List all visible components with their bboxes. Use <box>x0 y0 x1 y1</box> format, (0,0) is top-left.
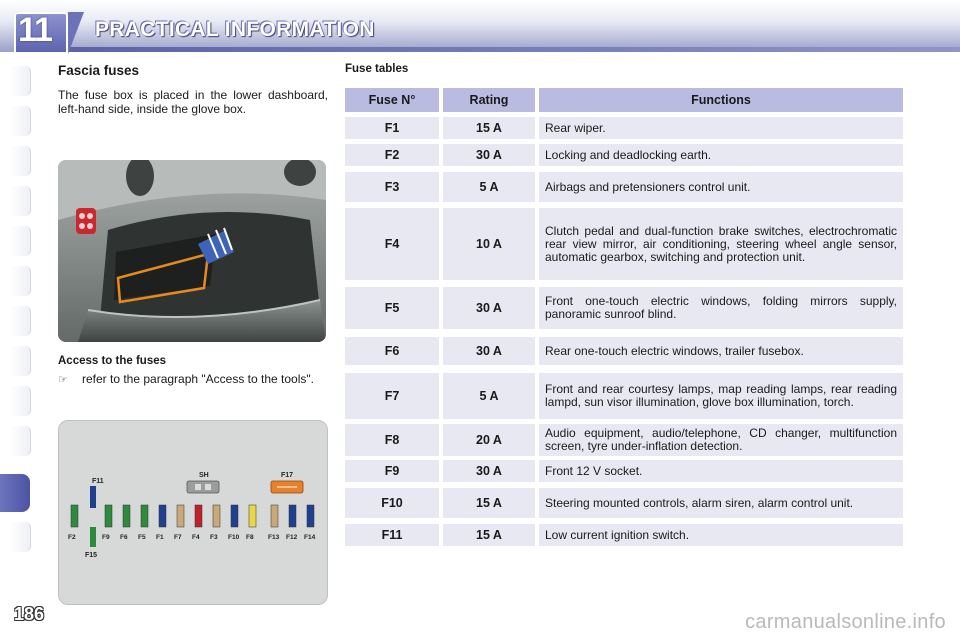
fuse-label: SH <box>199 472 209 479</box>
fuse <box>159 505 166 527</box>
fuse-label: F5 <box>138 534 146 541</box>
fuse-function-cell <box>539 373 903 419</box>
fuse-number-cell: F10 <box>345 488 439 518</box>
fuse <box>141 505 148 527</box>
page-title: PRACTICAL INFORMATION <box>95 18 375 41</box>
fuse-rating-cell: 30 A <box>443 287 535 329</box>
fuse <box>271 505 278 527</box>
chapter-tab[interactable] <box>10 522 31 552</box>
chapter-tab[interactable] <box>10 186 31 216</box>
intro-paragraph: The fuse box is placed in the lower dashboard, left-hand side, inside the glove box. <box>58 88 328 116</box>
chapter-tab[interactable] <box>10 226 31 256</box>
fuse-box-layout <box>59 421 327 604</box>
fuse-function-cell <box>539 117 903 139</box>
chapter-tab[interactable] <box>10 306 31 336</box>
fuse-number-cell: F1 <box>345 117 439 139</box>
fuse-label: F4 <box>192 534 200 541</box>
fuse-label: F12 <box>286 534 298 541</box>
fuse-function-cell <box>539 144 903 166</box>
fuse-rating-cell: 15 A <box>443 524 535 546</box>
fuse-label: F1 <box>156 534 164 541</box>
fuse-label: F7 <box>174 534 182 541</box>
fuse-function-cell <box>539 172 903 202</box>
fuse <box>90 486 96 508</box>
fuse-number-cell: F6 <box>345 337 439 365</box>
chapter-tab[interactable] <box>10 146 31 176</box>
fuse-rating-cell: 20 A <box>443 424 535 456</box>
chapter-tab-active[interactable] <box>0 474 30 512</box>
fuse-number-cell: F3 <box>345 172 439 202</box>
fuse-function-cell <box>539 208 903 280</box>
watermark: carmanualsonline.info <box>745 611 946 633</box>
fuse-table-title: Fuse tables <box>345 63 409 75</box>
pointer-icon: ☞ <box>58 374 68 386</box>
function-text: Audio equipment, audio/telephone, CD changer, multifunction screen, tyre under-inflation detection. <box>545 426 897 453</box>
chapter-tab[interactable] <box>10 266 31 296</box>
fuse-function-cell <box>539 460 903 482</box>
column-header-fuse: Fuse N° <box>345 88 439 112</box>
fuse <box>249 505 256 527</box>
fuse-number-cell: F5 <box>345 287 439 329</box>
fuse-rating-cell: 15 A <box>443 488 535 518</box>
glove-box-illustration <box>58 160 326 342</box>
chapter-tab-rail <box>0 66 30 576</box>
chapter-tab[interactable] <box>10 386 31 416</box>
fuse-number-cell: F4 <box>345 208 439 280</box>
fuse-rating-cell: 10 A <box>443 208 535 280</box>
function-text: Low current ignition switch. <box>545 527 690 542</box>
fuse-rating-cell: 30 A <box>443 460 535 482</box>
fuse-label: F13 <box>268 534 280 541</box>
page-number: 186 <box>14 604 45 624</box>
fuse-label: F11 <box>92 478 104 485</box>
fuse-rating-cell: 5 A <box>443 172 535 202</box>
access-instruction <box>58 372 328 387</box>
fuse-function-cell <box>539 524 903 546</box>
function-text: Rear one-touch electric windows, trailer fusebox. <box>545 343 804 358</box>
column-header-functions: Functions <box>539 88 903 112</box>
fuse <box>307 505 314 527</box>
function-text: Steering mounted controls, alarm siren, alarm control unit. <box>545 495 854 510</box>
fuse-label: F6 <box>120 534 128 541</box>
fuse-rating-cell: 30 A <box>443 337 535 365</box>
fuse <box>195 505 202 527</box>
fuse-label: F15 <box>85 552 98 559</box>
fuse-label: F10 <box>228 534 240 541</box>
chapter-number: 11 <box>18 11 52 49</box>
function-text: Rear wiper. <box>545 120 606 135</box>
access-title: Access to the fuses <box>58 355 167 367</box>
fuse-function-cell <box>539 424 903 456</box>
fuse-function-cell <box>539 337 903 365</box>
fuse-rating-cell: 5 A <box>443 373 535 419</box>
fuse-label: F14 <box>304 534 316 541</box>
chapter-tab[interactable] <box>10 66 31 96</box>
fuse-number-cell: F9 <box>345 460 439 482</box>
column-header-rating: Rating <box>443 88 535 112</box>
function-text: Front one-touch electric windows, folding mirrors supply, panoramic sunroof blind. <box>545 294 897 321</box>
fuse-function-cell <box>539 488 903 518</box>
header-divider <box>60 47 960 52</box>
section-title: Fascia fuses <box>58 63 140 78</box>
fuse <box>105 505 112 527</box>
fuse-label: F9 <box>102 534 110 541</box>
fuse-rating-cell: 15 A <box>443 117 535 139</box>
fuse <box>231 505 238 527</box>
fuse <box>177 505 184 527</box>
fuse <box>289 505 296 527</box>
fuse-label: F3 <box>210 534 218 541</box>
fuse <box>213 505 220 527</box>
function-text: Clutch pedal and dual-function brake switches, electrochromatic rear view mirror, air conditioning, steering wheel angle sensor, automatic gearbox, switching and protection unit. <box>545 223 897 264</box>
fuse-box-diagram <box>58 420 328 605</box>
fuse-number-cell: F7 <box>345 373 439 419</box>
function-text: Front 12 V socket. <box>545 463 643 478</box>
fuse-label: F17 <box>281 472 294 479</box>
fuse-number-cell: F8 <box>345 424 439 456</box>
fuse <box>90 527 96 547</box>
function-text: Front and rear courtesy lamps, map reading lamps, rear reading lampd, sun visor illumination, glove box illumination, torch. <box>545 382 897 409</box>
bottom-fuse-row <box>71 505 314 527</box>
access-instruction-text: refer to the paragraph "Access to the tools". <box>82 372 314 386</box>
fuse-label: F8 <box>246 534 254 541</box>
chapter-tab[interactable] <box>10 346 31 376</box>
shunt <box>187 481 219 493</box>
function-text: Locking and deadlocking earth. <box>545 147 712 162</box>
fuse <box>123 505 130 527</box>
chapter-tab[interactable] <box>10 106 31 136</box>
fuse-function-cell <box>539 287 903 329</box>
chapter-tab[interactable] <box>10 426 31 456</box>
glove-box-photo <box>58 160 326 342</box>
fuse <box>71 505 78 527</box>
fuse-number-cell: F2 <box>345 144 439 166</box>
fuse-rating-cell: 30 A <box>443 144 535 166</box>
function-text: Airbags and pretensioners control unit. <box>545 179 751 194</box>
fuse-number-cell: F11 <box>345 524 439 546</box>
fuse-label: F2 <box>68 534 76 541</box>
